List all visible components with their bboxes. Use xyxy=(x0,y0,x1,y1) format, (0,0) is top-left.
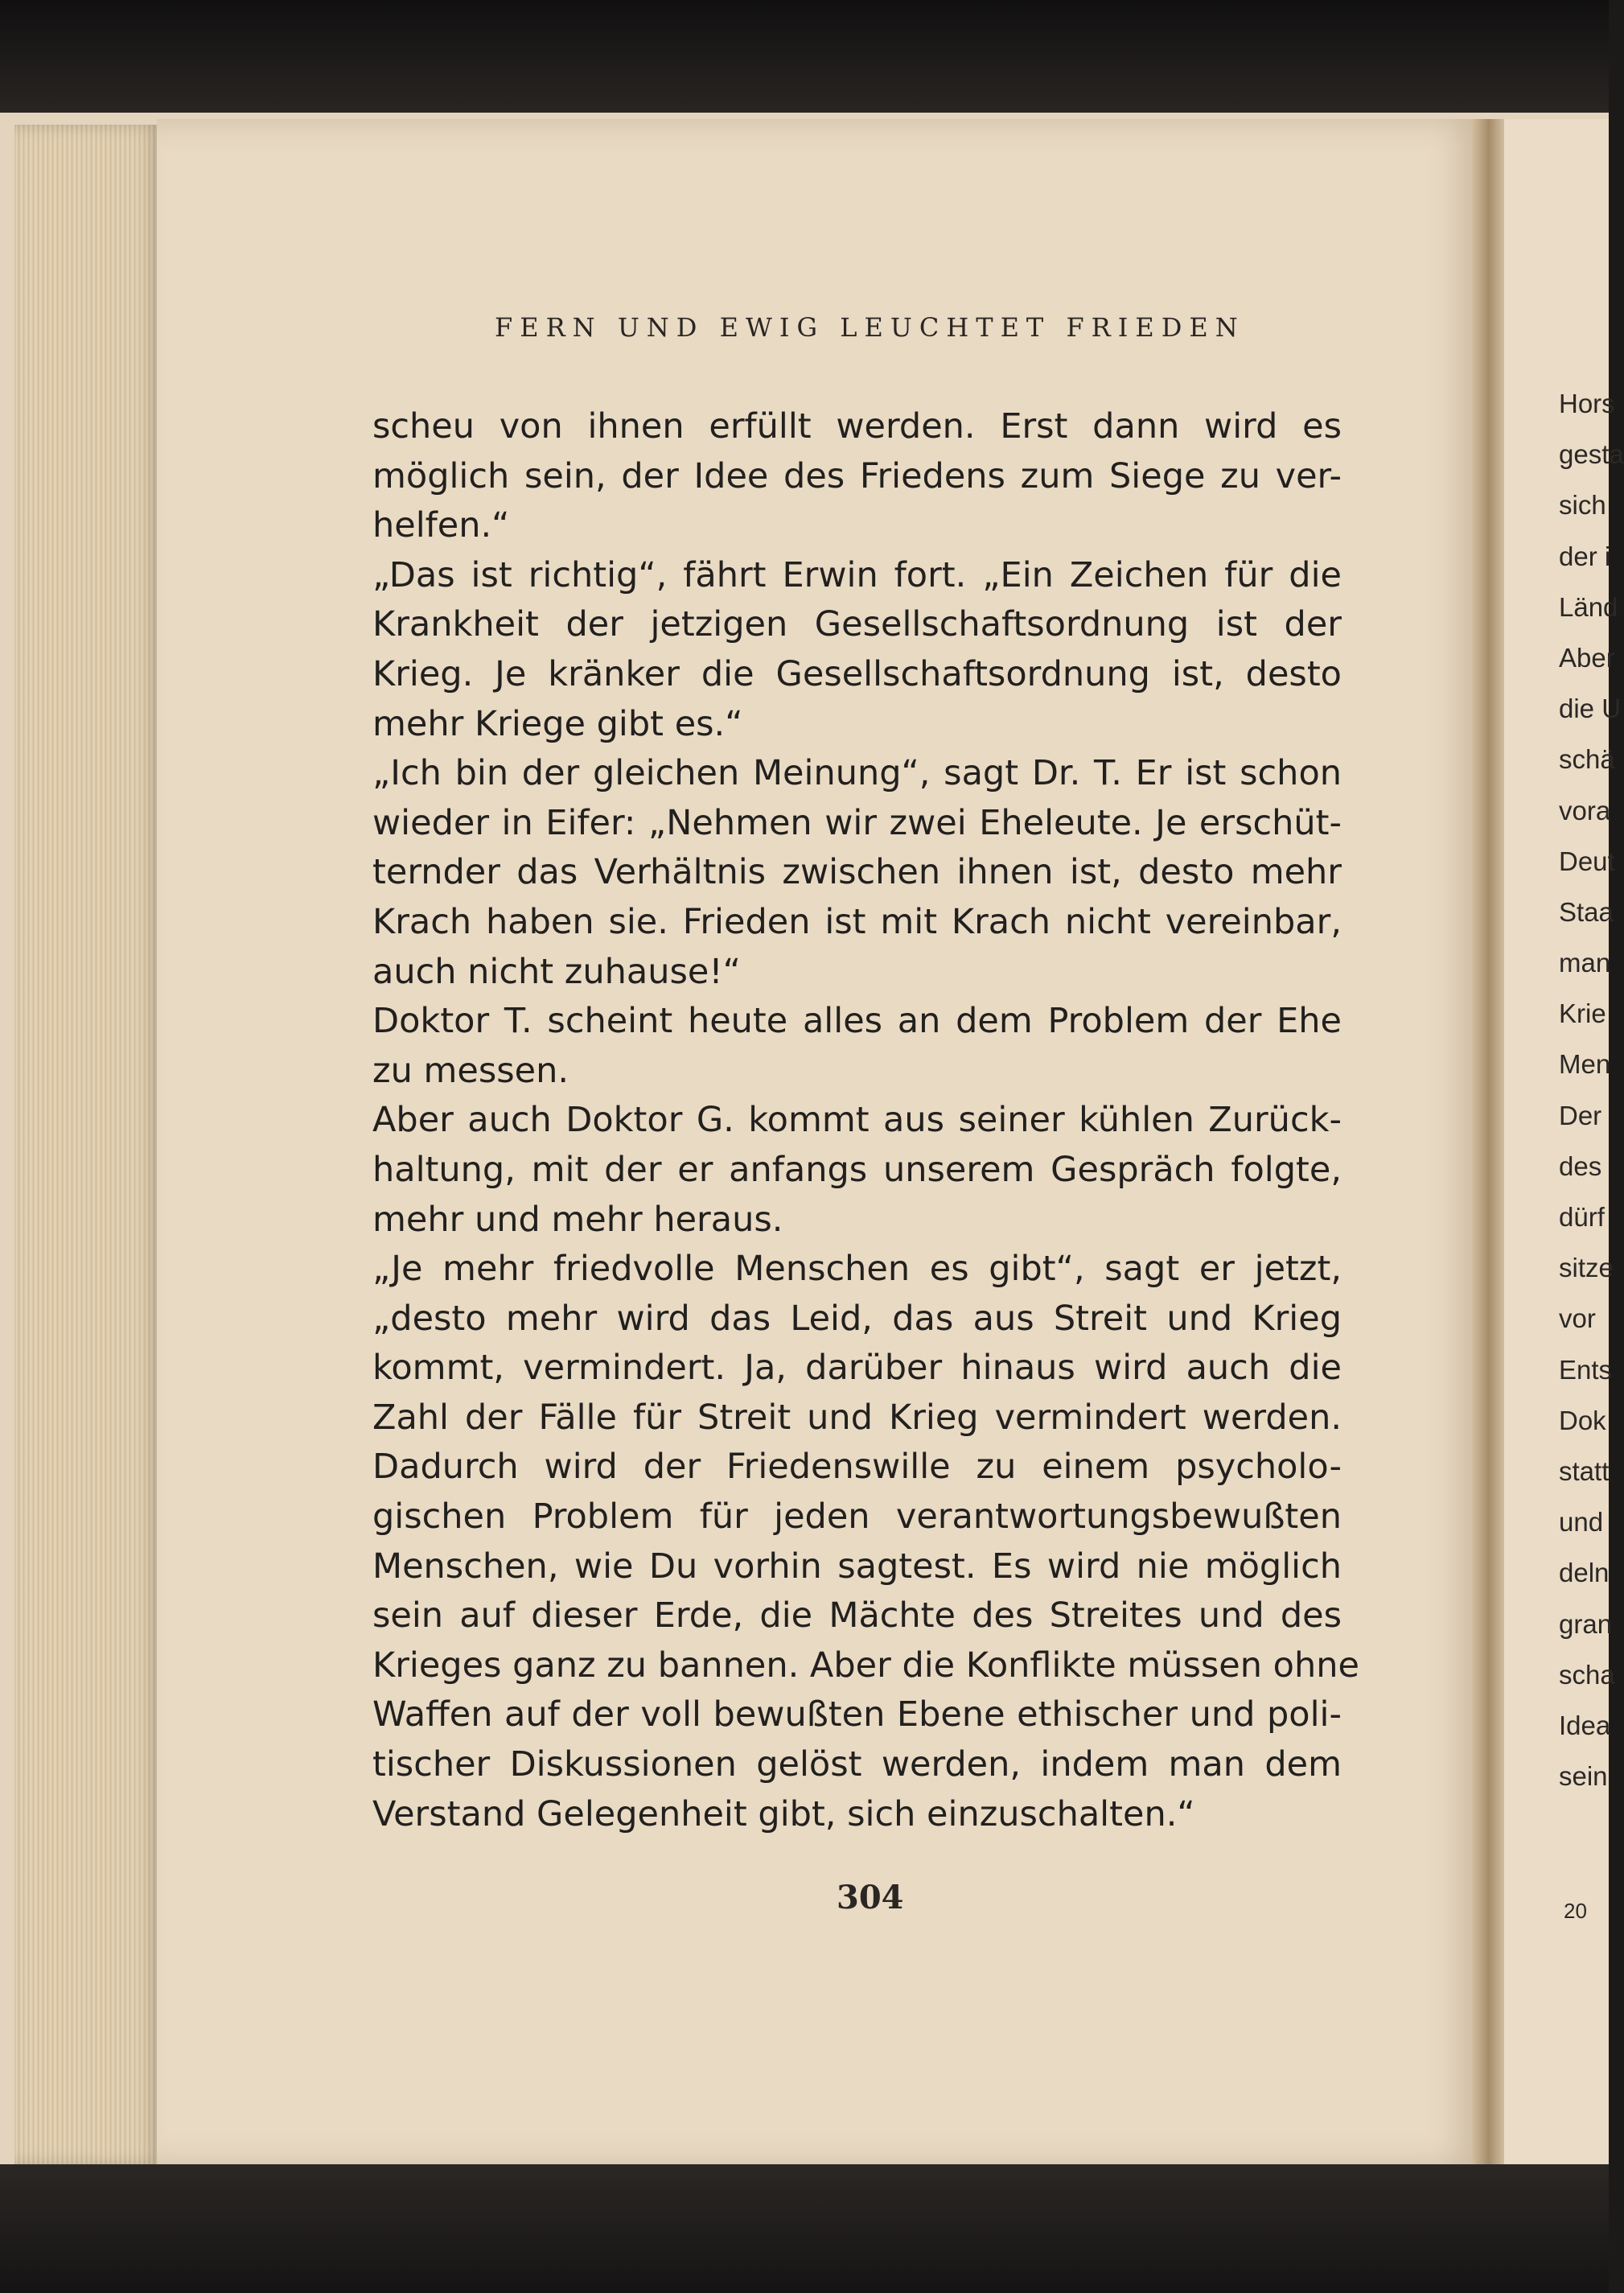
facing-page-word: Der xyxy=(1559,1100,1602,1130)
running-head: FERN UND EWIG LEUCHTET FRIEDEN xyxy=(495,312,1245,343)
text-line: Verstand Gelegenheit gibt, sich einzuschalten.“ xyxy=(372,1793,1195,1834)
facing-page-word: Men xyxy=(1559,1049,1611,1080)
text-line: „Das ist richtig“, fährt Erwin fort. „Ein Zeichen für die xyxy=(372,554,1342,595)
facing-page-word: Idea xyxy=(1559,1710,1611,1740)
facing-page-word: der i xyxy=(1559,541,1611,571)
text-line: ternder das Verhältnis zwischen ihnen ist, desto mehr xyxy=(372,852,1342,893)
facing-page-word: statt xyxy=(1559,1455,1610,1486)
text-line: „desto mehr wird das Leid, das aus Streit und Krieg xyxy=(372,1298,1342,1339)
text-line: sein auf dieser Erde, die Mächte des Streites und des xyxy=(372,1595,1342,1636)
facing-page-word: Deut xyxy=(1559,846,1615,876)
facing-page-word: Dok xyxy=(1559,1405,1606,1435)
facing-page-word: die U xyxy=(1559,694,1622,724)
text-line: tischer Diskussionen gelöst werden, indem man dem xyxy=(372,1744,1342,1785)
text-line: wieder in Eifer: „Nehmen wir zwei Eheleute. Je erschüt- xyxy=(372,802,1342,843)
facing-page-word: gran xyxy=(1559,1608,1613,1639)
text-line: scheu von ihnen erfüllt werden. Erst dann wird es xyxy=(372,406,1342,447)
text-line: Doktor T. scheint heute alles an dem Problem der Ehe xyxy=(372,1001,1342,1042)
facing-page-word: man xyxy=(1559,948,1611,978)
facing-page-word: sich xyxy=(1559,490,1606,521)
text-line: Aber auch Doktor G. kommt aus seiner kühlen Zurück- xyxy=(372,1100,1342,1141)
text-line: „Je mehr friedvolle Menschen es gibt“, sagt er jetzt, xyxy=(372,1249,1342,1290)
text-line: möglich sein, der Idee des Friedens zum Siege zu ver- xyxy=(372,455,1342,496)
text-line: Zahl der Fälle für Streit und Krieg vermindert werden. xyxy=(372,1397,1342,1438)
facing-page-word: und xyxy=(1559,1507,1604,1538)
text-line: haltung, mit der er anfangs unserem Gespräch folgte, xyxy=(372,1149,1342,1190)
text-line: zu messen. xyxy=(372,1050,569,1091)
facing-page-word: Ents xyxy=(1559,1354,1613,1385)
facing-page-word: scha xyxy=(1559,1659,1615,1690)
facing-page-word: vora xyxy=(1559,795,1611,825)
text-line: Krieges ganz zu bannen. Aber die Konflikte müssen ohne xyxy=(372,1645,1359,1686)
body-text xyxy=(372,402,1359,1839)
text-line: Krach haben sie. Frieden ist mit Krach nicht vereinbar, xyxy=(372,901,1342,942)
facing-page-word: Krie xyxy=(1559,998,1606,1029)
facing-page-word: sitze xyxy=(1559,1253,1614,1283)
text-line: kommt, vermindert. Ja, darüber hinaus wird auch die xyxy=(372,1348,1342,1389)
text-line: Krankheit der jetzigen Gesellschaftsordnung ist der xyxy=(372,604,1342,645)
background-bottom xyxy=(0,2164,1609,2293)
facing-page-word: Staa xyxy=(1559,896,1614,927)
facing-page-word: Aber xyxy=(1559,642,1615,673)
facing-page-word: schä xyxy=(1559,744,1615,775)
facing-page-word: sein xyxy=(1559,1761,1608,1792)
text-line: Menschen, wie Du vorhin sagtest. Es wird nie möglich xyxy=(372,1546,1342,1587)
facing-page-word: vor xyxy=(1559,1303,1596,1334)
background-top xyxy=(0,0,1609,121)
text-line: Dadurch wird der Friedenswille zu einem psycholo- xyxy=(372,1447,1342,1488)
facing-page-word: Länd xyxy=(1559,591,1618,622)
text-line: auch nicht zuhause!“ xyxy=(372,951,741,992)
text-line: „Ich bin der gleichen Meinung“, sagt Dr. T. Er ist schon xyxy=(372,753,1342,794)
facing-page-word: deln xyxy=(1559,1558,1610,1588)
facing-page-word: dürf xyxy=(1559,1202,1605,1232)
facing-page-word: des xyxy=(1559,1151,1602,1181)
text-line: Waffen auf der voll bewußten Ebene ethischer und poli- xyxy=(372,1694,1342,1735)
facing-page-word: Hors xyxy=(1559,389,1615,418)
text-line: helfen.“ xyxy=(372,505,510,546)
text-line: mehr und mehr heraus. xyxy=(372,1199,783,1240)
page-number: 304 xyxy=(837,1879,904,1916)
facing-page-word: gesta xyxy=(1559,439,1624,470)
text-line: Krieg. Je kränker die Gesellschaftsordnung ist, desto xyxy=(372,653,1342,694)
text-line: gischen Problem für jeden verantwortungsbewußten xyxy=(372,1496,1342,1538)
facing-page-number: 20 xyxy=(1564,1899,1587,1923)
book-gutter xyxy=(1472,119,1506,2167)
facing-page-text xyxy=(1559,378,1624,1801)
text-line: mehr Kriege gibt es.“ xyxy=(372,703,743,744)
page-edges xyxy=(14,125,159,2164)
